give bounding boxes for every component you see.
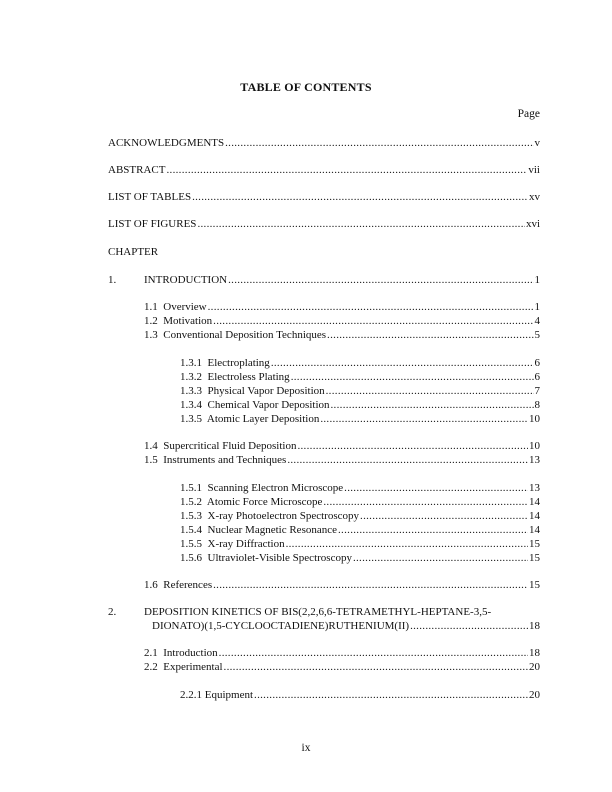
- toc-entry-page: v: [534, 137, 540, 149]
- toc-entry-page: 20: [529, 689, 540, 701]
- toc-entry-text: [180, 523, 337, 537]
- toc-entry-page: 6: [534, 371, 540, 383]
- toc-section-1-5[interactable]: [144, 453, 540, 467]
- toc-entry-page: 18: [529, 647, 540, 659]
- toc-entry-text: [180, 688, 253, 702]
- toc-entry-text: [144, 328, 326, 342]
- section-title: Ultraviolet-Visible Spectroscopy: [207, 552, 352, 564]
- chapter-number: 1.: [108, 274, 117, 286]
- toc-entry-page: 18: [529, 620, 540, 632]
- toc-entry-acknowledgments[interactable]: [108, 136, 540, 150]
- toc-entry-page: 10: [529, 440, 540, 452]
- section-number: 1.5.1: [180, 482, 202, 494]
- toc-entry-page: xvi: [525, 218, 540, 230]
- dot-leader: [410, 619, 528, 633]
- toc-section-1-4[interactable]: [144, 439, 540, 453]
- toc-section-1-1[interactable]: [144, 300, 540, 314]
- section-title: Overview: [163, 301, 207, 313]
- dot-leader: [297, 439, 528, 453]
- toc-entry-text: [180, 481, 343, 495]
- toc-subsection-1-5-3[interactable]: [180, 509, 540, 523]
- dot-leader: [213, 578, 528, 592]
- section-title: Experimental: [163, 661, 223, 673]
- toc-section-2-1[interactable]: [144, 646, 540, 660]
- section-number: 1.2: [144, 315, 158, 327]
- section-number: 1.5.6: [180, 552, 202, 564]
- section-number: 1.5.3: [180, 510, 202, 522]
- toc-section-1-2[interactable]: [144, 314, 540, 328]
- section-title: Motivation: [163, 315, 213, 327]
- dot-leader: [254, 688, 528, 702]
- section-title: X-ray Photoelectron Spectroscopy: [207, 510, 360, 522]
- section-number: 1.3.3: [180, 385, 202, 397]
- section-number: 2.2.1: [180, 689, 202, 701]
- section-number: 1.3: [144, 329, 158, 341]
- toc-subsection-1-5-2[interactable]: [180, 495, 540, 509]
- toc-subsection-1-3-4[interactable]: [180, 398, 540, 412]
- section-number: 1.5.2: [180, 496, 202, 508]
- toc-entry-page: 14: [529, 524, 540, 536]
- toc-entry-text: LIST OF TABLES: [108, 191, 192, 203]
- section-title: Instruments and Techniques: [163, 454, 287, 466]
- dot-leader: [286, 537, 528, 551]
- chapter-label: CHAPTER: [108, 246, 159, 258]
- toc-entry-page: 14: [529, 510, 540, 522]
- section-number: 1.5.4: [180, 524, 202, 536]
- dot-leader: [327, 328, 533, 342]
- toc-entry-text: [144, 314, 212, 328]
- toc-entry-page: vii: [528, 164, 540, 176]
- toc-entry-text: [144, 453, 286, 467]
- section-number: 1.5.5: [180, 538, 202, 550]
- toc-entry-text: [144, 646, 218, 660]
- toc-subsection-1-3-1[interactable]: [180, 356, 540, 370]
- dot-leader: [338, 523, 528, 537]
- section-title: Atomic Force Microscope: [206, 496, 323, 508]
- chapter-number: 2.: [108, 606, 117, 618]
- dot-leader: [291, 370, 534, 384]
- dot-leader: [166, 163, 527, 177]
- toc-entry-page: 15: [529, 538, 540, 550]
- toc-subsection-1-3-5[interactable]: [180, 412, 540, 426]
- toc-entry-text: [180, 384, 325, 398]
- toc-entry-text: [180, 398, 330, 412]
- toc-entry-text: ABSTRACT: [108, 164, 166, 176]
- toc-entry-page: 6: [534, 357, 540, 369]
- toc-section-1-6[interactable]: [144, 578, 540, 592]
- toc-entry-page: 13: [529, 482, 540, 494]
- toc-entry-page: 8: [534, 399, 540, 411]
- page-column-header: Page: [517, 108, 540, 120]
- dot-leader: [271, 356, 534, 370]
- section-title: Chemical Vapor Deposition: [207, 399, 330, 411]
- toc-entry-text: [180, 370, 290, 384]
- toc-entry-text: ACKNOWLEDGMENTS: [108, 137, 225, 149]
- section-number: 1.3.1: [180, 357, 202, 369]
- section-title: Nuclear Magnetic Resonance: [207, 524, 337, 536]
- dot-leader: [224, 660, 528, 674]
- section-title: References: [163, 579, 213, 591]
- section-title: Supercritical Fluid Deposition: [163, 440, 297, 452]
- toc-entry-page: 4: [534, 315, 540, 327]
- section-title: X-ray Diffraction: [207, 538, 285, 550]
- toc-chapter-2-title-line1[interactable]: DEPOSITION KINETICS OF BIS(2,2,6,6-TETRAMETHYL-HEPTANE-3,5-: [144, 606, 492, 618]
- toc-entry-page: 1: [534, 301, 540, 313]
- toc-entry-page: xv: [529, 191, 540, 203]
- section-title: Physical Vapor Deposition: [207, 385, 325, 397]
- toc-entry-page: 1: [534, 274, 540, 286]
- toc-entry-page: 13: [529, 454, 540, 466]
- dot-leader: [331, 398, 534, 412]
- section-title: Introduction: [163, 647, 218, 659]
- section-title: Electroless Plating: [207, 371, 290, 383]
- footer-page-number: ix: [301, 742, 311, 754]
- section-number: 2.1: [144, 647, 158, 659]
- toc-entry-text: DIONATO)(1,5-CYCLOOCTADIENE)RUTHENIUM(II): [152, 620, 410, 632]
- toc-chapter-2[interactable]: [152, 619, 540, 633]
- section-title: Conventional Deposition Techniques: [163, 329, 327, 341]
- section-number: 1.6: [144, 579, 158, 591]
- section-number: 1.5: [144, 454, 158, 466]
- dot-leader: [353, 551, 528, 565]
- toc-entry-abstract[interactable]: [108, 163, 540, 177]
- dot-leader: [344, 481, 528, 495]
- toc-entry-page: 5: [534, 329, 540, 341]
- dot-leader: [287, 453, 528, 467]
- toc-section-1-3[interactable]: [144, 328, 540, 342]
- dot-leader: [225, 136, 533, 150]
- toc-entry-text: [144, 578, 212, 592]
- section-number: 1.3.5: [180, 413, 202, 425]
- section-number: 1.1: [144, 301, 158, 313]
- toc-entry-page: 14: [529, 496, 540, 508]
- dot-leader: [360, 509, 528, 523]
- toc-entry-text: [180, 495, 322, 509]
- dot-leader: [192, 190, 528, 204]
- toc-subsection-1-3-2[interactable]: [180, 370, 540, 384]
- dot-leader: [326, 384, 534, 398]
- section-number: 1.3.4: [180, 399, 202, 411]
- dot-leader: [219, 646, 528, 660]
- toc-subsection-1-5-5[interactable]: [180, 537, 540, 551]
- toc-entry-page: 20: [529, 661, 540, 673]
- section-title: Electroplating: [207, 357, 270, 369]
- toc-entry-text: [144, 300, 207, 314]
- toc-entry-text: [180, 537, 285, 551]
- section-title: Atomic Layer Deposition: [206, 413, 320, 425]
- section-title: Scanning Electron Microscope: [207, 482, 344, 494]
- toc-entry-page: 10: [529, 413, 540, 425]
- toc-entry-text: LIST OF FIGURES: [108, 218, 197, 230]
- toc-chapter-1[interactable]: [144, 273, 540, 287]
- dot-leader: [320, 412, 528, 426]
- toc-entry-page: 7: [534, 385, 540, 397]
- section-title: Equipment: [204, 689, 254, 701]
- toc-entry-list-of-figures[interactable]: [108, 217, 540, 231]
- toc-entry-text: [144, 660, 223, 674]
- toc-subsection-1-5-4[interactable]: [180, 523, 540, 537]
- page-title: TABLE OF CONTENTS: [240, 80, 372, 94]
- toc-entry-list-of-tables[interactable]: [108, 190, 540, 204]
- dot-leader: [228, 273, 533, 287]
- dot-leader: [213, 314, 533, 328]
- toc-entry-text: [180, 509, 359, 523]
- toc-subsection-1-5-6[interactable]: [180, 551, 540, 565]
- toc-entry-text: INTRODUCTION: [144, 274, 228, 286]
- toc-subsection-1-3-3[interactable]: [180, 384, 540, 398]
- toc-subsection-1-5-1[interactable]: [180, 481, 540, 495]
- toc-entry-text: [144, 439, 296, 453]
- dot-leader: [208, 300, 534, 314]
- section-number: 2.2: [144, 661, 158, 673]
- toc-entry-page: 15: [529, 552, 540, 564]
- section-number: 1.4: [144, 440, 158, 452]
- toc-subsection-2-2-1[interactable]: [180, 688, 540, 702]
- section-number: 1.3.2: [180, 371, 202, 383]
- toc-entry-page: 15: [529, 579, 540, 591]
- toc-section-2-2[interactable]: [144, 660, 540, 674]
- dot-leader: [323, 495, 528, 509]
- toc-entry-text: [180, 356, 270, 370]
- toc-entry-text: [180, 412, 319, 426]
- toc-entry-text: [180, 551, 352, 565]
- dot-leader: [197, 217, 525, 231]
